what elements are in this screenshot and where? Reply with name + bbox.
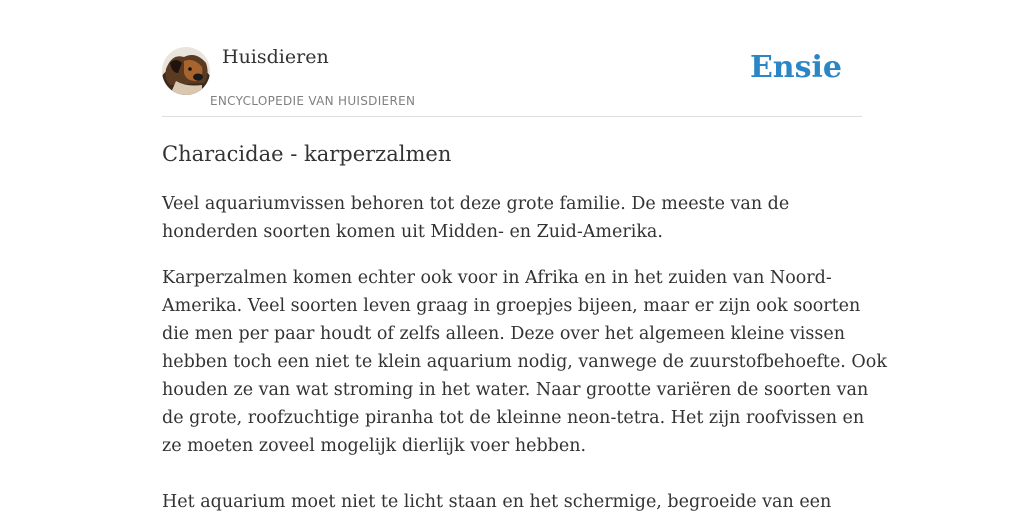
paragraph bbox=[162, 488, 864, 512]
ensie-logo-link[interactable]: Ensie bbox=[749, 50, 842, 85]
dog-avatar-icon[interactable] bbox=[162, 47, 210, 95]
site-name-link[interactable]: Huisdieren bbox=[222, 46, 329, 68]
article-title: Characidae - karperzalmen bbox=[162, 142, 452, 166]
paragraph-line: Amerika. Veel soorten leven graag in groepjes bijeen, maar er zijn ook soorten bbox=[162, 296, 861, 316]
paragraph-line: die men per paar houdt of zelfs alleen. Deze over het algemeen kleine vissen bbox=[162, 324, 845, 344]
paragraph bbox=[162, 264, 887, 460]
paragraph-line: Het aquarium moet niet te licht staan en het schermige, begroeide van een bbox=[162, 492, 832, 512]
paragraph-line: hebben toch een niet te klein aquarium nodig, vanwege de zuurstofbehoefte. Ook bbox=[162, 352, 887, 372]
paragraph-line: Karperzalmen komen echter ook voor in Afrika en in het zuiden van Noord- bbox=[162, 268, 832, 288]
paragraph-line: ze moeten zoveel mogelijk dierlijk voer hebben. bbox=[162, 436, 587, 456]
site-subtitle: ENCYCLOPEDIE VAN HUISDIEREN bbox=[210, 94, 416, 108]
paragraph-line: Veel aquariumvissen behoren tot deze grote familie. De meeste van de bbox=[162, 194, 790, 214]
article-body bbox=[162, 190, 887, 512]
paragraph-line: houden ze van wat stroming in het water. Naar grootte variëren de soorten van bbox=[162, 380, 869, 400]
article bbox=[162, 138, 887, 512]
paragraph bbox=[162, 190, 864, 246]
paragraph-line: honderden soorten komen uit Midden- en Zuid-Amerika. bbox=[162, 222, 663, 242]
site-header bbox=[162, 44, 862, 117]
paragraph-line: de grote, roofzuchtige piranha tot de kleinne neon-tetra. Het zijn roofvissen en bbox=[162, 408, 865, 428]
